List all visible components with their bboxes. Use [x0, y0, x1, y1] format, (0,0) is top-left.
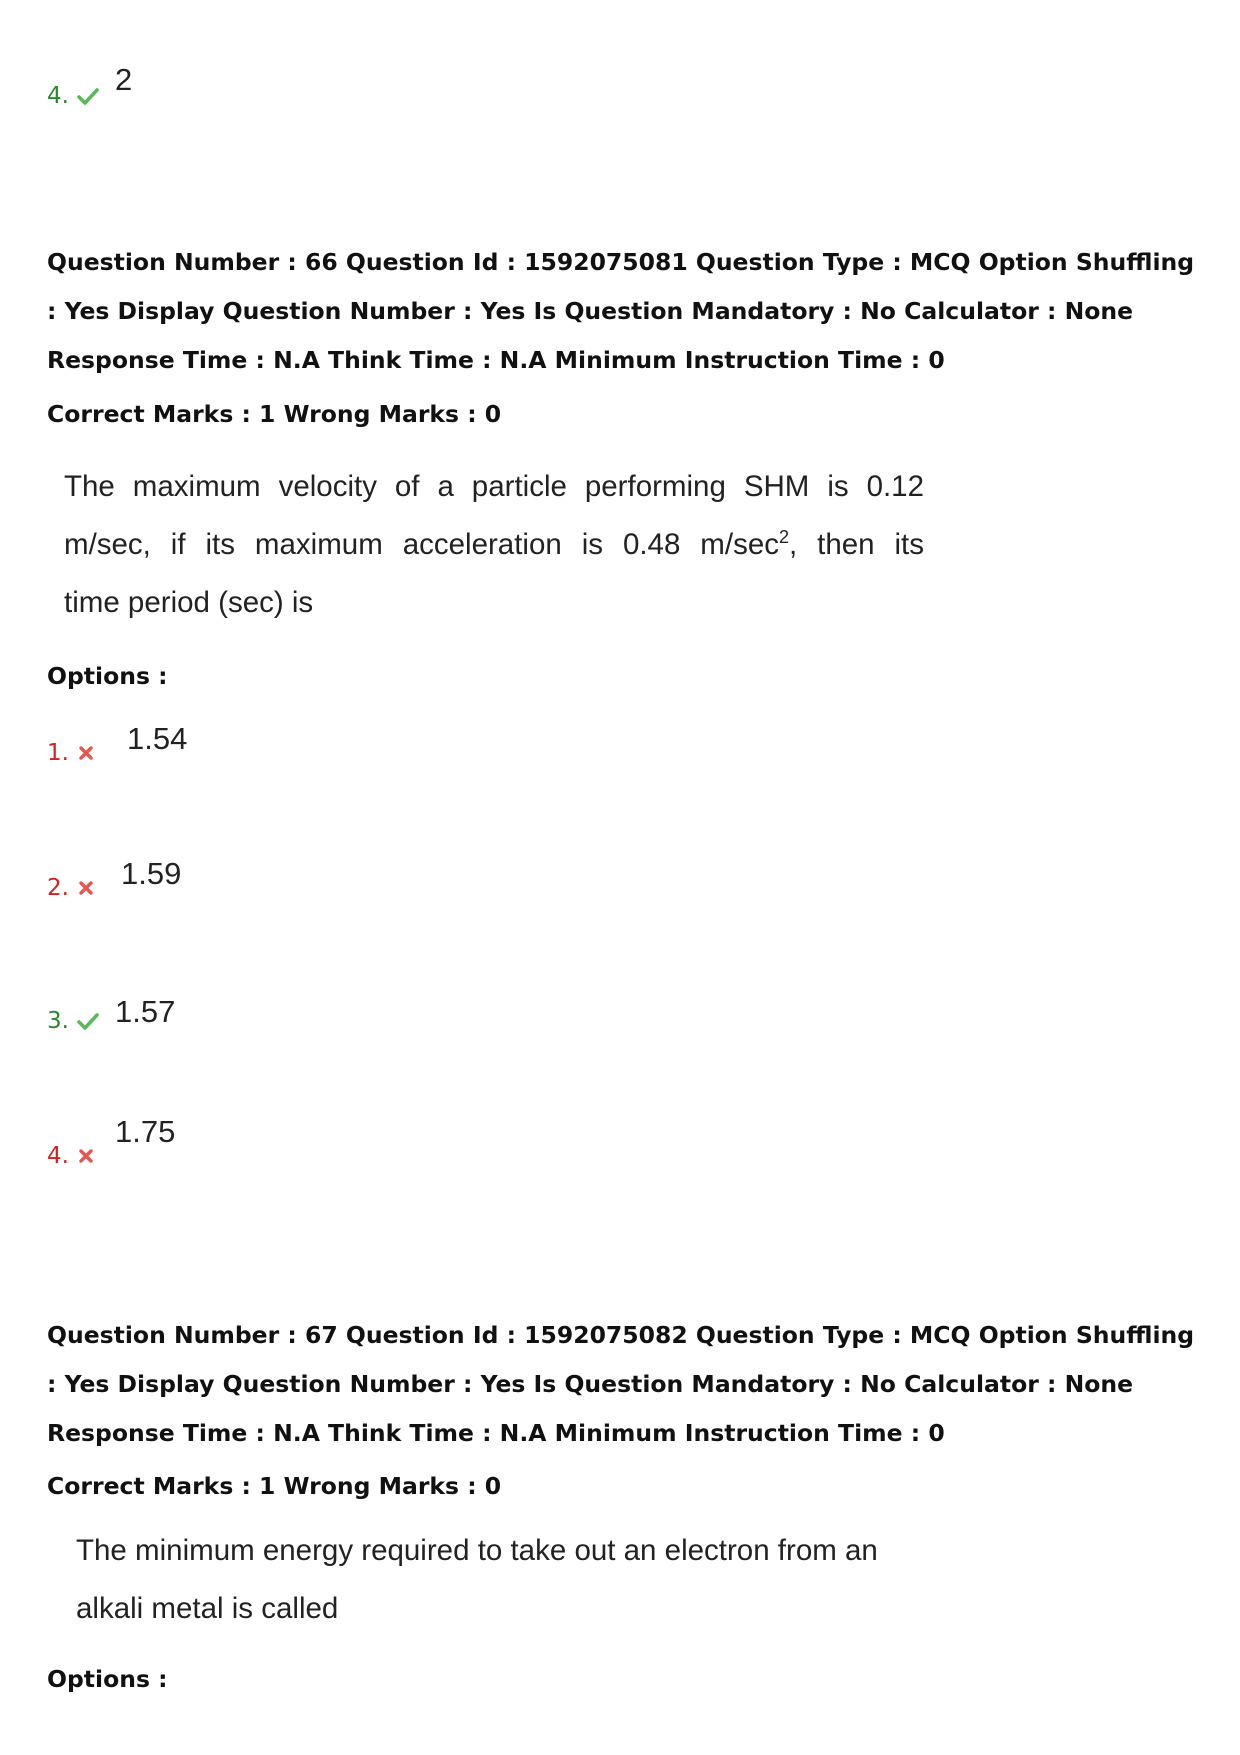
question-66-meta: Question Number : 66 Question Id : 1592075081 Question Type : MCQ Option Shuffling : Yes Display Question Number : Yes Is Question Mandatory : No Calculator : None Response Time : N.A Think Time : N.A Minimum Instruction Time : 0 [47, 248, 1195, 374]
checkmark-icon [76, 84, 100, 108]
question-text-line: The minimum energy required to take out an electron from an [76, 1534, 878, 1567]
question-text-line: The maximum velocity of a particle performing SHM is 0.12 [64, 470, 924, 503]
checkmark-icon [76, 1009, 100, 1033]
question-67-text [76, 1522, 878, 1638]
option-number: 3. [47, 1008, 69, 1034]
cross-icon [78, 745, 94, 761]
option-value: 1.75 [115, 1114, 176, 1149]
cross-icon [78, 880, 94, 896]
cross-icon [78, 1148, 94, 1164]
option-number: 4. [47, 1143, 69, 1169]
question-66-marks: Correct Marks : 1 Wrong Marks : 0 [47, 400, 502, 428]
options-label: Options : [47, 662, 168, 690]
options-label: Options : [47, 1665, 168, 1693]
question-66-text [64, 458, 924, 632]
option-value: 1.57 [115, 994, 176, 1029]
option-number: 2. [47, 875, 69, 901]
question-text-line: m/sec, if its maximum acceleration is 0.48 $m/\sec^2$, then its [64, 527, 924, 561]
option-number: 4. [47, 83, 69, 109]
option-value: 1.54 [127, 721, 188, 756]
question-67-marks: Correct Marks : 1 Wrong Marks : 0 [47, 1472, 502, 1500]
question-text-line: alkali metal is called [76, 1592, 339, 1625]
option-number: 1. [47, 740, 69, 766]
question-67-meta: Question Number : 67 Question Id : 1592075082 Question Type : MCQ Option Shuffling : Yes Display Question Number : Yes Is Question Mandatory : No Calculator : None Response Time : N.A Think Time : N.A Minimum Instruction Time : 0 [47, 1321, 1195, 1447]
question-text-line: time period (sec) is [64, 586, 314, 619]
option-value: 1.59 [121, 856, 182, 891]
option-value: 2 [115, 62, 133, 97]
